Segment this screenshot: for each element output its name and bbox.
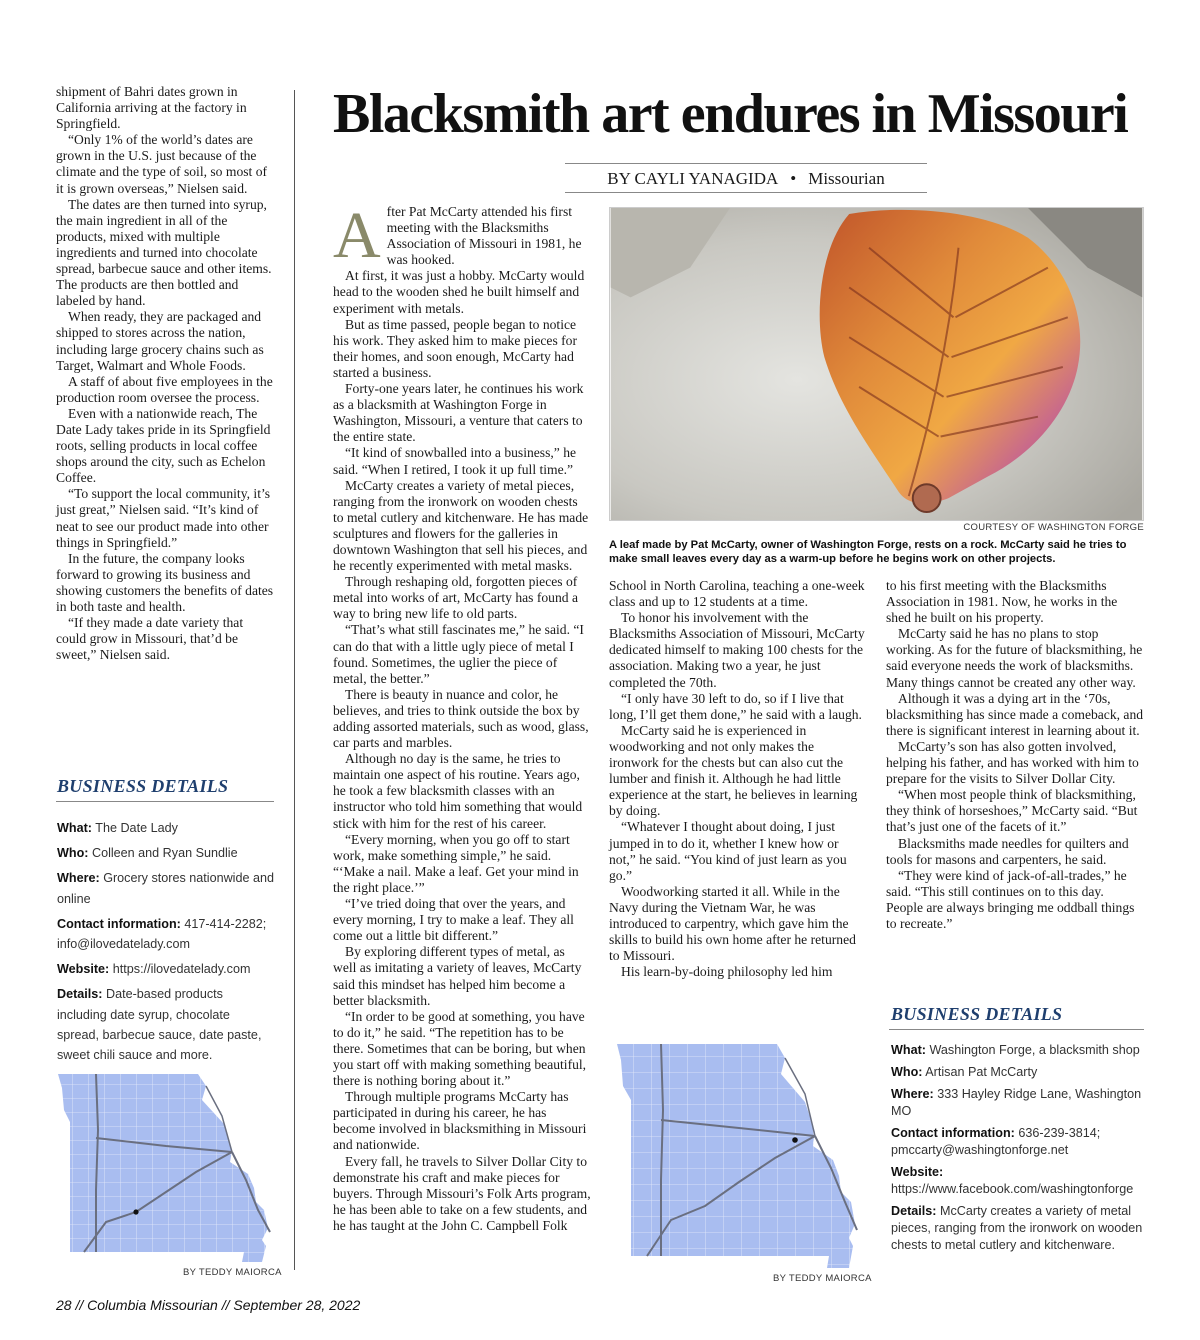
article-column-1: [333, 199, 591, 1234]
paragraph: “To support the local community, it’s just great,” Nielsen said. “It’s kind of neat to see our product made into other things in Springfield.”: [56, 486, 271, 550]
paragraph: shipment of Bahri dates grown in California arriving at the factory in Springfield.: [56, 84, 247, 132]
paragraph: “Every morning, when you go off to start work, make something simple,” he said. “‘Make a nail. Make a leaf. Get your mind in the right place.’”: [333, 831, 579, 895]
detail-row-contact: Contact information: 636-239-3814; pmccarty@washingtonforge.net: [891, 1126, 1101, 1157]
paragraph: Every fall, he travels to Silver Dollar City to demonstrate his craft and make pieces for buyers. Through Missouri’s Folk Arts program, he has been able to take on a few students, and he has taught at the John C. Campbell Folk: [333, 1153, 591, 1233]
paragraph: Even with a nationwide reach, The Date Lady takes pride in its Springfield roots, selling products in local coffee shops around the city, such as Echelon Coffee.: [56, 405, 271, 486]
missouri-map-springfield: [56, 1070, 276, 1262]
paragraph: By exploring different types of metal, as well as imitating a variety of leaves, McCarty said this mindset has helped him become a better blacksmith.: [333, 944, 582, 1008]
headline: Blacksmith art endures in Missouri: [333, 83, 1128, 145]
article-column-2: [609, 578, 865, 980]
paragraph: McCarty creates a variety of metal pieces, ranging from the ironwork on wooden chests to metal cutlery and kitchenware. He has made sculptures and flowers for the galleries in downtown Washington that sell his pieces, and he recently experimented with metal masks.: [333, 477, 589, 574]
paragraph: But as time passed, people began to notice his work. They asked him to make pieces for their homes, and soon enough, McCarty had started a business.: [333, 316, 577, 380]
detail-row-contact: Contact information: 417-414-2282; info@ilovedatelady.com: [57, 916, 267, 952]
paragraph: The dates are then turned into syrup, the main ingredient in all of the products, mixed with multiple ingredients and turned into chocolate spread, barbecue sauce and other items. The products are then bottled and labeled by hand.: [56, 196, 272, 309]
leaf-photo: [609, 207, 1144, 521]
byline-author: BY CAYLI YANAGIDA: [607, 169, 779, 188]
paragraph: McCarty’s son has also gotten involved, helping his father, and has worked with him to prepare for the visits to Silver Dollar City.: [886, 738, 1139, 787]
detail-row-website: Website: https://ilovedatelady.com: [57, 962, 251, 977]
paragraph: Although no day is the same, he tries to maintain one aspect of his routine. Years ago, he took a few blacksmith classes with an instructor who told him something that would stick with him for the rest of his career.: [333, 751, 583, 831]
paragraph: His learn-by-doing philosophy led him: [621, 964, 833, 980]
business-details-heading-left: BUSINESS DETAILS: [57, 776, 229, 796]
paragraph: To honor his involvement with the Blacksmiths Association of Missouri, McCarty dedicated himself to making 100 chests for the association. Making two a year, he just completed the 70th.: [609, 610, 865, 690]
paragraph: “I’ve tried doing that over the years, and every morning, I try to make a leaf. They all come out a little bit different.”: [333, 896, 574, 944]
column-divider: [294, 90, 295, 1270]
paragraph: “When most people think of blacksmithing, they think of horseshoes,” McCarty said. “But that’s just one of the facets of it.”: [886, 787, 1138, 835]
photo-caption: A leaf made by Pat McCarty, owner of Washington Forge, rests on a rock. McCarty said he tries to make small leaves every day as a warm-up before he begins work on other projects.: [609, 539, 1127, 565]
paragraph: There is beauty in nuance and color, he believes, and tries to think outside the box by adding assorted materials, such as wood, glass, car parts and marbles.: [333, 686, 589, 751]
left-story-column: [56, 84, 274, 663]
byline-outlet: Missourian: [808, 169, 885, 188]
paragraph: Through reshaping old, forgotten pieces of metal into works of art, McCarty has found a way to bring new life to old parts.: [333, 574, 579, 622]
paragraph: McCarty said he is experienced in woodworking and not only makes the ironwork for the chests but can also cut the lumber and finish it. Although he had little experience at the start, he believes in learning by doing.: [609, 722, 858, 819]
map-credit-left: BY TEDDY MAIORCA: [183, 1267, 282, 1278]
lead-paragraph: After Pat McCarty attended his first meeting with the Blacksmiths Association of Missouri in 1981, he was hooked.: [333, 199, 582, 272]
detail-row-who: Who: Colleen and Ryan Sundlie: [57, 846, 238, 861]
business-details-right: [891, 1042, 1143, 1259]
page-footer: 28 // Columbia Missourian // September 28, 2022: [56, 1297, 361, 1313]
detail-row-details: Details: McCarty creates a variety of metal pieces, ranging from the ironwork on wooden chests to metal cutlery and kitchenware.: [891, 1204, 1143, 1252]
paragraph: “That’s what still fascinates me,” he said. “I can do that with a little ugly piece of metal I found. Sometimes, the uglier the piece of metal, the better.”: [333, 622, 584, 686]
detail-row-details: Details: Date-based products including date syrup, chocolate spread, barbecue sauce, date paste, sweet chili sauce and more.: [57, 987, 262, 1063]
paragraph: to his first meeting with the Blacksmiths Association in 1981. Now, he works in the shed he built on his property.: [886, 578, 1118, 626]
paragraph: Through multiple programs McCarty has participated in during his career, he has become involved in blacksmithing in Missouri and nationwide.: [333, 1089, 587, 1153]
paragraph: School in North Carolina, teaching a one-week class and up to 12 students at a time.: [609, 578, 865, 610]
paragraph: “I only have 30 left to do, so if I live that long, I’ll get them done,” he said with a laugh.: [609, 690, 862, 722]
paragraph: “Whatever I thought about doing, I just jumped in to do it, whether I knew how or not,” he said. “You kind of just learn as you go.”: [609, 819, 847, 883]
paragraph: When ready, they are packaged and shipped to stores across the nation, including large grocery chains such as Target, Walmart and Whole Foods.: [56, 309, 264, 373]
paragraph: In the future, the company looks forward to growing its business and showing customers the benefits of dates in both taste and health.: [56, 550, 274, 614]
paragraph: “In order to be good at something, you have to do it,” he said. “The repetition has to be there. Sometimes that can be boring, but when you start off with making something beautiful, there is nothing boring about it.”: [333, 1008, 587, 1089]
paragraph: McCarty said he has no plans to stop working. As for the future of blacksmithing, he said everyone needs the work of blacksmiths. Many things cannot be created any other way.: [886, 626, 1143, 690]
drop-cap: A: [333, 199, 381, 272]
paragraph: “They were kind of jack-of-all-trades,” he said. “This still continues on to this day. People are always bringing me oddball things to recreate.”: [886, 867, 1135, 931]
paragraph: Blacksmiths made needles for quilters and tools for masons and carpenters, he said.: [886, 835, 1129, 867]
detail-row-website: Website: https://www.facebook.com/washingtonforge: [891, 1165, 1134, 1196]
byline: [565, 163, 927, 193]
paragraph: “Only 1% of the world’s dates are grown in the U.S. just because of the climate and the type of soil, so most of it is grown overseas,” Nielsen said.: [56, 132, 268, 196]
missouri-map-washington: [615, 1040, 865, 1268]
detail-row-where: Where: 333 Hayley Ridge Lane, Washington MO: [891, 1087, 1142, 1118]
business-details-heading-right: BUSINESS DETAILS: [891, 1004, 1063, 1024]
paragraph: Woodworking started it all. While in the Navy during the Vietnam War, he was introduced to carpentry, which gave him the skills to build his own home after he returned to Missouri.: [609, 883, 856, 964]
detail-row-who: Who: Artisan Pat McCarty: [891, 1065, 1038, 1079]
business-details-rule-left: [56, 801, 274, 802]
article-column-3: [886, 578, 1144, 932]
paragraph: “If they made a date variety that could grow in Missouri, that’d be sweet,” Nielsen said.: [56, 615, 244, 663]
detail-row-what: What: The Date Lady: [57, 821, 178, 835]
map-credit-right: BY TEDDY MAIORCA: [773, 1273, 872, 1284]
business-details-rule-right: [889, 1029, 1144, 1030]
byline-separator: •: [790, 169, 797, 188]
paragraph: A staff of about five employees in the production room oversee the process.: [56, 373, 273, 405]
paragraph: “It kind of snowballed into a business,” he said. “When I retired, I took it up full time.”: [333, 445, 577, 477]
photo-credit: COURTESY OF WASHINGTON FORGE: [963, 522, 1144, 533]
detail-row-where: Where: Grocery stores nationwide and online: [57, 871, 274, 906]
business-details-left: [57, 818, 275, 1070]
paragraph: Although it was a dying art in the ‘70s, blacksmithing has since made a comeback, and there is significant interest in learning about it.: [886, 690, 1144, 738]
paragraph: Forty-one years later, he continues his work as a blacksmith at Washington Forge in Washington, Missouri, a venture that caters to the entire state.: [333, 381, 584, 445]
detail-row-what: What: Washington Forge, a blacksmith shop: [891, 1043, 1140, 1057]
paragraph: At first, it was just a hobby. McCarty would head to the wooden shed he built himself and experiment with metals.: [333, 268, 585, 316]
